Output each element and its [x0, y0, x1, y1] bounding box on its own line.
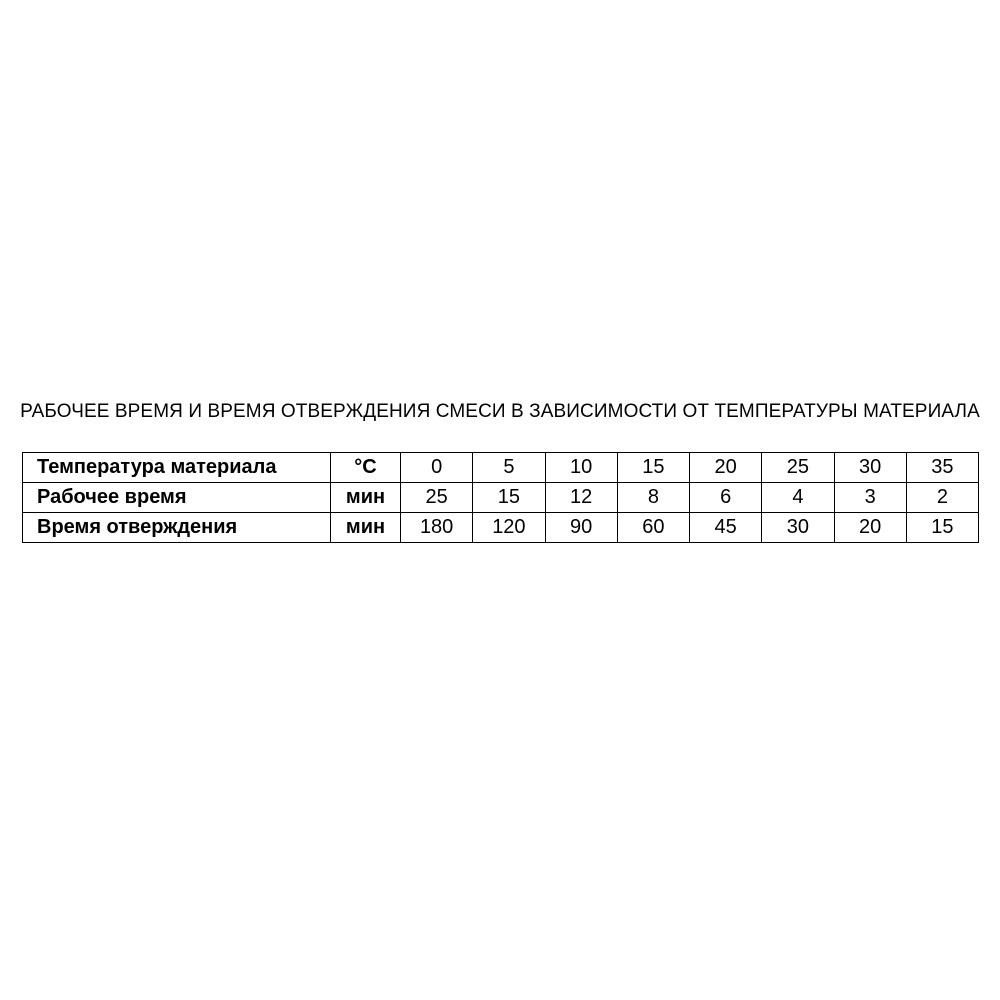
- table-cell: 5: [473, 453, 545, 483]
- table-cell: 10: [545, 453, 617, 483]
- table-caption: РАБОЧЕЕ ВРЕМЯ И ВРЕМЯ ОТВЕРЖДЕНИЯ СМЕСИ В ЗАВИСИМОСТИ ОТ ТЕМПЕРАТУРЫ МАТЕРИАЛА: [20, 401, 980, 422]
- table-cell: 25: [401, 483, 473, 513]
- table-cell: 30: [834, 453, 906, 483]
- table-cell: 90: [545, 513, 617, 543]
- row-label: Температура материала: [23, 453, 331, 483]
- table-cell: 2: [906, 483, 978, 513]
- table-cell: 45: [690, 513, 762, 543]
- row-unit: мин: [331, 483, 401, 513]
- row-label: Рабочее время: [23, 483, 331, 513]
- row-unit: °C: [331, 453, 401, 483]
- table-cell: 20: [834, 513, 906, 543]
- table-cell: 6: [690, 483, 762, 513]
- table-row-temperature: [23, 453, 979, 483]
- row-label: Время отверждения: [23, 513, 331, 543]
- table-cell: 15: [617, 453, 689, 483]
- table-row-working-time: [23, 483, 979, 513]
- table-cell: 60: [617, 513, 689, 543]
- table-cell: 3: [834, 483, 906, 513]
- row-unit: мин: [331, 513, 401, 543]
- table-cell: 35: [906, 453, 978, 483]
- table-cell: 30: [762, 513, 834, 543]
- table-cell: 4: [762, 483, 834, 513]
- table-cell: 8: [617, 483, 689, 513]
- table-cell: 15: [473, 483, 545, 513]
- table-cell: 180: [401, 513, 473, 543]
- table-row-curing-time: [23, 513, 979, 543]
- table-cell: 120: [473, 513, 545, 543]
- table-cell: 20: [690, 453, 762, 483]
- data-table: [22, 452, 979, 543]
- table-cell: 12: [545, 483, 617, 513]
- table-cell: 0: [401, 453, 473, 483]
- table-cell: 25: [762, 453, 834, 483]
- table-cell: 15: [906, 513, 978, 543]
